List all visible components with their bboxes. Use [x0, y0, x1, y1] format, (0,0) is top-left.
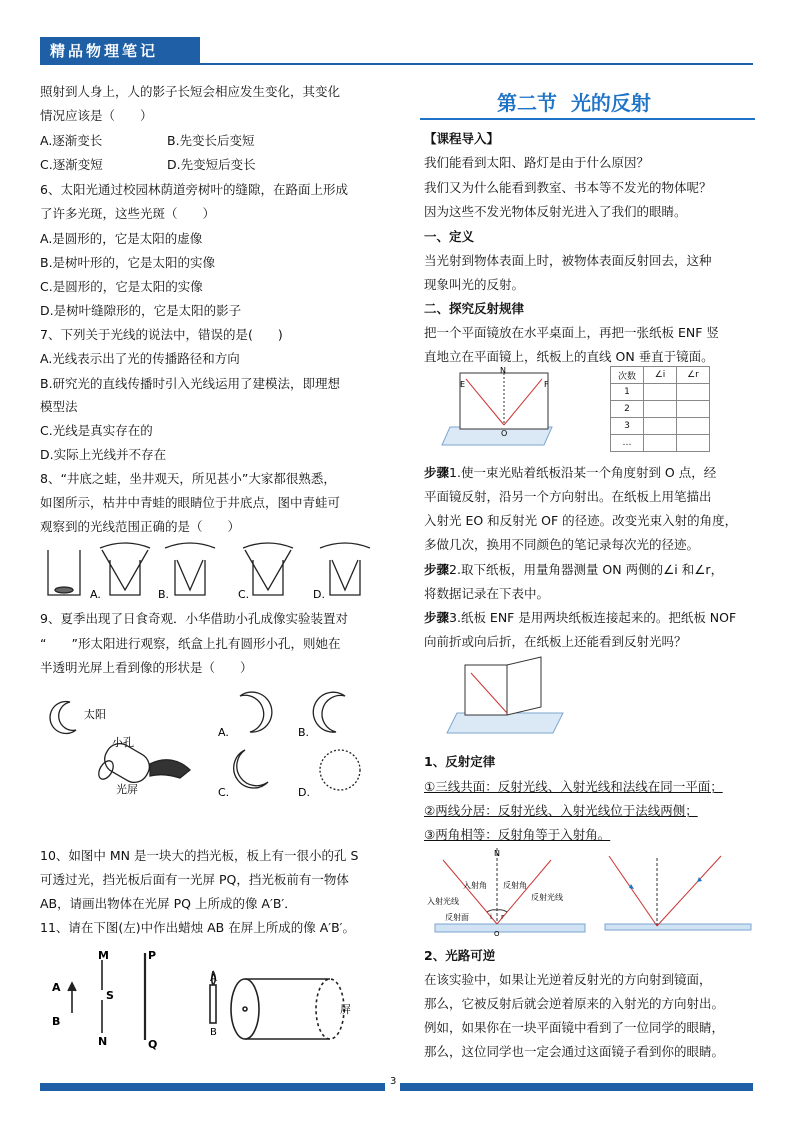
q10-line-2: 可透过光，挡光板后面有一光屏 PQ，挡光板前有一物体 [40, 872, 349, 887]
pinhole-label: 小孔 [112, 736, 134, 749]
step1-label: 步骤 [424, 465, 450, 480]
fig-label-m: M [98, 949, 109, 962]
table-row [611, 401, 710, 418]
reversibility-heading: 2、光路可逆 [424, 948, 496, 963]
law-3: ③两角相等：反射角等于入射角。 [424, 827, 611, 842]
step1-line-1 [424, 463, 716, 481]
q5-option-d: D.先变短后变长 [167, 157, 256, 172]
fig3-incident-angle: 入射角 [463, 881, 487, 890]
fig3-label-r: r [501, 913, 504, 921]
step3-text: 3.纸板 ENF 是用两块纸板连接起来的。把纸板 NOF [449, 610, 737, 625]
q8-label-b: B. [158, 588, 170, 601]
q5-option-b: B.先变长后变短 [167, 133, 255, 148]
table-cell: 2 [611, 401, 644, 418]
pinhole-board-figure [40, 945, 380, 1050]
table-cell [677, 435, 710, 452]
q5-line-2: 情况应该是（ ） [40, 108, 153, 123]
q8-label-d: D. [313, 588, 325, 601]
q7-stem: 7、下列关于光线的说法中，错误的是( ) [40, 327, 283, 342]
q6-option-a: A.是圆形的，它是太阳的虚像 [40, 231, 203, 246]
table-row [611, 435, 710, 452]
definition-heading: 一、定义 [424, 229, 475, 244]
q7-option-b: B.研究光的直线传播时引入光线运用了建模法，即理想 [40, 376, 341, 391]
fig1-label-o: O [501, 429, 508, 438]
q7-option-b-cont: 模型法 [40, 399, 78, 414]
q8-label-c: C. [238, 588, 250, 601]
table-cell: … [611, 435, 644, 452]
q8-label-a: A. [90, 588, 101, 601]
definition-line-1: 当光射到物体表面上时，被物体表面反射回去，这种 [424, 253, 712, 268]
table-cell [644, 435, 677, 452]
record-table [610, 366, 710, 452]
table-cell [677, 384, 710, 401]
q7-option-a: A.光线表示出了光的传播路径和方向 [40, 351, 240, 366]
fig-label-a: A [52, 981, 61, 994]
fig1-label-f: F [544, 380, 549, 389]
q6-option-b: B.是树叶形的，它是太阳的实像 [40, 255, 216, 270]
fig3-label-n: N [494, 849, 500, 858]
q10-line-1: 10、如图中 MN 是一块大的挡光板，板上有一很小的孔 S [40, 848, 359, 863]
header-rule [200, 63, 753, 65]
q5-option-c: C.逐渐变短 [40, 157, 103, 172]
section-name: 光的反射 [570, 91, 651, 115]
q9-label-a: A. [218, 726, 229, 739]
table-header-row [611, 367, 710, 384]
fig3-mirror: 反射面 [445, 913, 469, 922]
step2-label: 步骤 [424, 562, 450, 577]
intro-line-2: 我们又为什么能看到教室、书本等不发光的物体呢？ [424, 180, 712, 195]
eclipse-figure [40, 690, 370, 810]
step2-line-1 [424, 560, 723, 578]
reversibility-line-2: 那么，它被反射后就会逆着原来的入射光的方向射出。 [424, 996, 725, 1011]
table-cell [644, 401, 677, 418]
q9-line-2: “ ”形太阳进行观察，纸盒上扎有圆形小孔，则她在 [40, 636, 341, 651]
step1-line-2: 平面镜反射，沿另一个方向射出。在纸板上用笔描出 [424, 489, 712, 504]
screen-label: 光屏 [116, 783, 138, 796]
q11-stem: 11、请在下图(左)中作出蜡烛 AB 在屏上所成的像 A′B′。 [40, 920, 356, 935]
explore-heading: 二、探究反射规律 [424, 301, 525, 316]
q5-line-1: 照射到人身上，人的影子长短会相应发生变化，其变化 [40, 84, 341, 99]
section-number: 第二节 [497, 91, 557, 115]
intro-line-1: 我们能看到太阳、路灯是由于什么原因？ [424, 155, 650, 170]
candle-label-a: A [210, 973, 217, 984]
step3-line-1 [424, 608, 736, 626]
fig-label-q: Q [148, 1038, 158, 1050]
step3-label: 步骤 [424, 610, 450, 625]
table-row [611, 384, 710, 401]
step2-text: 2.取下纸板，用量角器测量 ON 两侧的∠i 和∠r， [449, 562, 724, 577]
fig3-reflect-angle: 反射角 [503, 881, 527, 890]
reflection-law-figure [425, 848, 755, 938]
q9-line-3: 半透明光屏上看到像的形状是（ ） [40, 660, 253, 675]
table-header: ∠r [677, 367, 710, 384]
q9-line-1: 9、夏季出现了日食奇观．小华借助小孔成像实验装置对 [40, 611, 348, 626]
table-header: 次数 [611, 367, 644, 384]
fig1-label-e: E [460, 380, 466, 389]
fig-label-n: N [98, 1035, 108, 1048]
candle-label-b: B [210, 1027, 217, 1038]
definition-line-2: 现象叫光的反射。 [424, 277, 525, 292]
frog-well-figure [40, 540, 385, 602]
q9-label-c: C. [218, 786, 230, 799]
q8-line-1: 8、“井底之蛙，坐井观天，所见甚小”大家都很熟悉， [40, 471, 336, 486]
q7-option-d: D.实际上光线并不存在 [40, 447, 167, 462]
law-2: ②两线分居：反射光线、入射光线位于法线两侧； [424, 803, 698, 818]
fig-label-b: B [52, 1015, 61, 1028]
q9-label-b: B. [298, 726, 310, 739]
reflection-setup-figure [440, 365, 560, 450]
table-cell [644, 418, 677, 435]
explore-line-1: 把一个平面镜放在水平桌面上，再把一张纸板 ENF 竖 [424, 325, 719, 340]
fig3-label-o: O [494, 930, 500, 938]
table-header: ∠i [644, 367, 677, 384]
footer-bar-left [40, 1083, 385, 1091]
table-cell [677, 418, 710, 435]
cylinder-screen-label: 屏 [340, 1003, 351, 1016]
eclipse-sun-label: 太阳 [84, 708, 106, 721]
q5-option-a: A.逐渐变长 [40, 133, 103, 148]
fig3-reflect-ray: 反射光线 [531, 893, 563, 902]
reversibility-line-4: 那么，这位同学也一定会通过这面镜子看到你的眼睛。 [424, 1044, 725, 1059]
reversibility-line-3: 例如，如果你在一块平面镜中看到了一位同学的眼睛， [424, 1020, 725, 1035]
q8-line-2: 如图所示，枯井中青蛙的眼睛位于井底点，图中青蛙可 [40, 495, 341, 510]
page-number: 3 [390, 1076, 397, 1087]
q8-line-3: 观察到的光线范围正确的是（ ） [40, 519, 241, 534]
table-cell: 3 [611, 418, 644, 435]
fig3-incident-ray: 入射光线 [427, 897, 459, 906]
q7-option-c: C.光线是真实存在的 [40, 423, 153, 438]
intro-heading: 【课程导入】 [424, 131, 500, 146]
step3-line-2: 向前折或向后折，在纸板上还能看到反射光吗？ [424, 634, 687, 649]
q9-label-d: D. [298, 786, 310, 799]
step1-text: 1.使一束光贴着纸板沿某一个角度射到 O 点，经 [449, 465, 717, 480]
explore-line-2: 直地立在平面镜上，纸板上的直线 ON 垂直于镜面。 [424, 349, 714, 364]
folded-board-figure [445, 655, 570, 740]
table-cell [677, 401, 710, 418]
q6-line-2: 了许多光斑，这些光斑（ ） [40, 206, 216, 221]
footer-bar-right [400, 1083, 753, 1091]
fig1-label-n: N [500, 366, 506, 375]
q6-line-1: 6、太阳光通过校园林荫道旁树叶的缝隙，在路面上形成 [40, 182, 348, 197]
fig-label-p: P [148, 949, 157, 962]
eclipse-sun-icon [50, 701, 76, 733]
table-row [611, 418, 710, 435]
step1-line-3: 入射光 EO 和反射光 OF 的径迹。改变光束入射的角度， [424, 513, 738, 528]
law-heading: 1、反射定律 [424, 754, 496, 769]
fig-label-s: S [106, 989, 114, 1002]
fig3-label-i: i [490, 913, 492, 921]
header-title: 精品物理笔记 [40, 37, 200, 65]
step1-line-4: 多做几次，换用不同颜色的笔记录每次光的径迹。 [424, 537, 700, 552]
table-cell: 1 [611, 384, 644, 401]
intro-line-3: 因为这些不发光物体反射光进入了我们的眼睛。 [424, 204, 687, 219]
reversibility-line-1: 在该实验中，如果让光逆着反射光的方向射到镜面， [424, 972, 712, 987]
q6-option-c: C.是圆形的，它是太阳的实像 [40, 279, 203, 294]
step2-line-2: 将数据记录在下表中。 [424, 586, 550, 601]
law-1: ①三线共面：反射光线、入射光线和法线在同一平面； [424, 779, 723, 794]
section-title [497, 87, 651, 116]
table-cell [644, 384, 677, 401]
q10-line-3: AB，请画出物体在光屏 PQ 上所成的像 A′B′． [40, 896, 297, 911]
section-title-rule [420, 118, 755, 120]
q6-option-d: D.是树叶缝隙形的，它是太阳的影子 [40, 303, 242, 318]
